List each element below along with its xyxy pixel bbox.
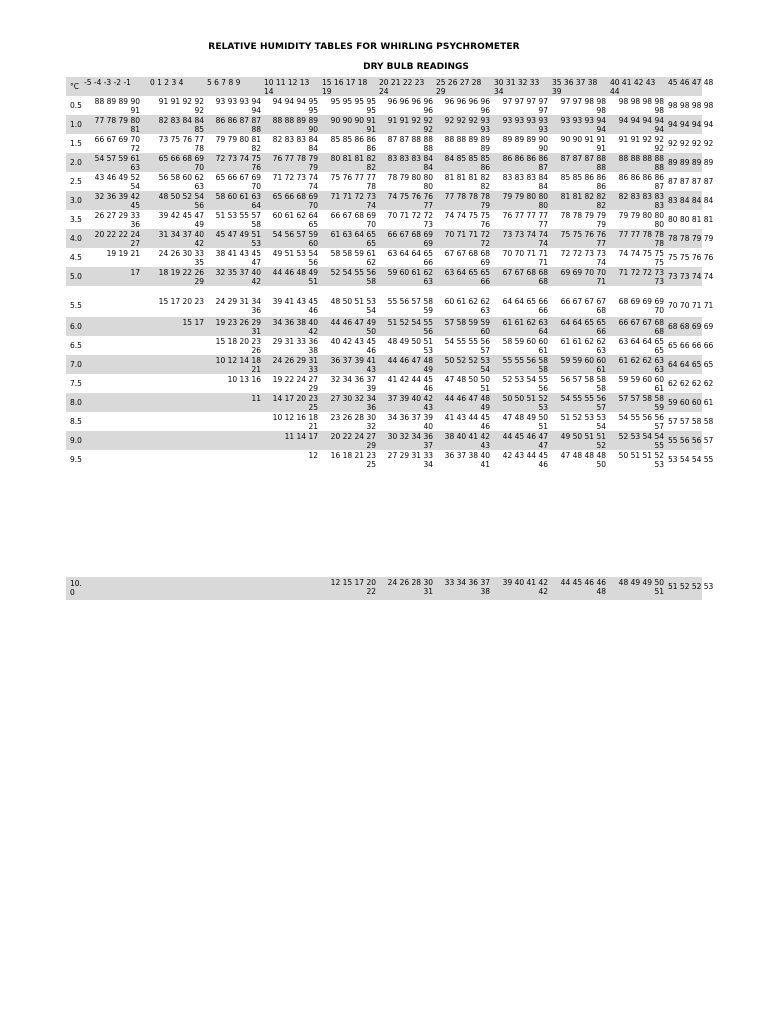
wet-bulb-depression-label: 6.0 (70, 322, 82, 331)
humidity-cell: 87 87 87 87 (668, 177, 714, 186)
humidity-cell: 79 79 80 80 80 (618, 211, 664, 229)
page-subtitle: DRY BULB READINGS (363, 62, 469, 72)
humidity-cell: 10 12 14 18 21 (215, 356, 261, 374)
humidity-cell: 48 50 52 54 56 (158, 192, 204, 210)
humidity-cell: 77 78 79 80 81 (94, 116, 140, 134)
humidity-cell: 78 78 79 79 (668, 234, 714, 243)
humidity-cell: 27 30 32 34 36 (330, 394, 376, 412)
humidity-cell: 79 79 80 80 80 (502, 192, 548, 210)
humidity-cell: 23 26 28 30 32 (330, 413, 376, 431)
humidity-cell: 48 49 50 51 53 (387, 337, 433, 355)
humidity-cell: 93 93 93 94 94 (560, 116, 606, 134)
humidity-cell: 19 19 21 (106, 249, 140, 258)
wet-bulb-depression-label: 7.0 (70, 360, 82, 369)
table-row (66, 134, 714, 153)
wet-bulb-depression-label: 6.5 (70, 341, 82, 350)
header-temp-group: 35 36 37 38 39 (552, 78, 598, 96)
humidity-cell: 93 93 93 94 94 (215, 97, 261, 115)
humidity-cell: 36 37 39 41 43 (330, 356, 376, 374)
header-temp-group: 15 16 17 18 19 (322, 78, 368, 96)
wet-bulb-depression-label: 10.0 (70, 579, 82, 597)
humidity-cell: 52 53 54 54 55 (618, 432, 664, 450)
humidity-cell: 83 84 84 84 (668, 196, 714, 205)
humidity-cell: 44 46 48 49 51 (272, 268, 318, 286)
humidity-cell: 54 57 59 61 63 (94, 154, 140, 172)
humidity-cell: 74 74 75 75 76 (444, 211, 490, 229)
humidity-cell: 86 86 87 87 88 (215, 116, 261, 134)
humidity-cell: 66 67 68 69 70 (330, 211, 376, 229)
humidity-cell: 60 61 62 62 63 (444, 297, 490, 315)
humidity-cell: 59 60 60 61 (668, 398, 714, 407)
humidity-cell: 39 41 43 45 46 (272, 297, 318, 315)
humidity-cell: 34 36 37 39 40 (387, 413, 433, 431)
header-temp-group: -5 -4 -3 -2 -1 (84, 78, 131, 87)
humidity-cell: 77 78 78 78 79 (444, 192, 490, 210)
wet-bulb-depression-label: 0.5 (70, 101, 82, 110)
table-row (66, 577, 714, 600)
humidity-cell: 75 75 76 76 (668, 253, 714, 262)
table-row (66, 172, 714, 191)
humidity-cell: 54 56 57 59 60 (272, 230, 318, 248)
humidity-cell: 95 95 95 95 95 (330, 97, 376, 115)
wet-bulb-depression-label: 9.0 (70, 436, 82, 445)
wet-bulb-depression-label: 8.5 (70, 417, 82, 426)
humidity-cell: 86 86 86 86 87 (502, 154, 548, 172)
humidity-cell: 80 80 81 81 (668, 215, 714, 224)
header-temp-group: 40 41 42 43 44 (610, 78, 656, 96)
humidity-cell: 31 34 37 40 42 (158, 230, 204, 248)
humidity-cell: 98 98 98 98 (668, 101, 714, 110)
humidity-cell: 63 64 64 65 65 (618, 337, 664, 355)
humidity-cell: 48 49 49 50 51 (618, 578, 664, 596)
wet-bulb-depression-label: 4.5 (70, 253, 82, 262)
humidity-cell: 17 (130, 268, 140, 277)
humidity-cell: 87 87 88 88 88 (387, 135, 433, 153)
table-row (66, 431, 714, 450)
humidity-cell: 16 18 21 23 25 (330, 451, 376, 469)
wet-bulb-depression-label: 4.0 (70, 234, 82, 243)
humidity-cell: 64 64 65 65 66 (560, 318, 606, 336)
humidity-cell: 82 83 84 84 85 (158, 116, 204, 134)
humidity-cell: 53 54 54 55 (668, 455, 714, 464)
table-row (66, 267, 714, 286)
humidity-cell: 83 83 83 84 84 (502, 173, 548, 191)
humidity-cell: 58 60 61 63 64 (215, 192, 261, 210)
wet-bulb-depression-label: 3.0 (70, 196, 82, 205)
humidity-cell: 94 94 94 94 (668, 120, 714, 129)
unit-label: °C (70, 82, 79, 91)
humidity-cell: 61 62 62 63 63 (618, 356, 664, 374)
wet-bulb-depression-label: 5.0 (70, 272, 82, 281)
humidity-cell: 34 36 38 40 42 (272, 318, 318, 336)
humidity-cell: 11 14 17 (284, 432, 318, 441)
humidity-cell: 66 67 69 70 72 (94, 135, 140, 153)
humidity-cell: 63 64 65 65 66 (444, 268, 490, 286)
humidity-cell: 20 22 22 24 27 (94, 230, 140, 248)
header-temp-group: 10 11 12 13 14 (264, 78, 310, 96)
humidity-cell: 77 77 78 78 78 (618, 230, 664, 248)
table-row (66, 229, 714, 248)
humidity-cell: 83 83 83 84 84 (387, 154, 433, 172)
humidity-cell: 10 12 16 18 21 (272, 413, 318, 431)
humidity-cell: 64 64 65 65 (668, 360, 714, 369)
humidity-cell: 73 73 74 74 (668, 272, 714, 281)
page-title: RELATIVE HUMIDITY TABLES FOR WHIRLING PSYCHROMETER (208, 42, 520, 52)
header-row (66, 77, 714, 96)
header-temp-group: 5 6 7 8 9 (207, 78, 241, 87)
humidity-cell: 49 50 51 51 52 (560, 432, 606, 450)
humidity-cell: 51 52 54 55 56 (387, 318, 433, 336)
humidity-cell: 32 36 39 42 45 (94, 192, 140, 210)
humidity-cell: 98 98 98 98 98 (618, 97, 664, 115)
table-row (66, 96, 714, 115)
humidity-cell: 43 46 49 52 54 (94, 173, 140, 191)
humidity-cell: 81 81 82 82 82 (560, 192, 606, 210)
humidity-cell: 85 85 86 86 86 (560, 173, 606, 191)
humidity-cell: 58 59 60 60 61 (502, 337, 548, 355)
humidity-cell: 56 57 58 58 58 (560, 375, 606, 393)
humidity-cell: 61 61 62 63 64 (502, 318, 548, 336)
humidity-cell: 44 46 47 48 49 (387, 356, 433, 374)
wet-bulb-depression-label: 8.0 (70, 398, 82, 407)
humidity-cell: 29 31 33 36 38 (272, 337, 318, 355)
humidity-cell: 52 54 55 56 58 (330, 268, 376, 286)
humidity-cell: 91 91 92 92 92 (618, 135, 664, 153)
humidity-cell: 24 29 31 34 36 (215, 297, 261, 315)
wet-bulb-depression-label: 9.5 (70, 455, 82, 464)
table-row (66, 317, 714, 336)
humidity-cell: 15 18 20 23 26 (215, 337, 261, 355)
humidity-cell: 87 87 87 88 88 (560, 154, 606, 172)
humidity-cell: 75 76 77 77 78 (330, 173, 376, 191)
humidity-cell: 65 66 68 69 70 (158, 154, 204, 172)
humidity-cell: 44 46 47 48 49 (444, 394, 490, 412)
humidity-cell: 52 53 54 55 56 (502, 375, 548, 393)
humidity-cell: 91 91 92 92 92 (387, 116, 433, 134)
humidity-cell: 57 57 58 58 59 (618, 394, 664, 412)
table-row (66, 296, 714, 315)
humidity-cell: 12 (308, 451, 318, 460)
humidity-cell: 62 62 62 62 (668, 379, 714, 388)
humidity-cell: 88 88 89 89 90 (272, 116, 318, 134)
humidity-cell: 39 42 45 47 49 (158, 211, 204, 229)
humidity-cell: 66 67 67 67 68 (560, 297, 606, 315)
humidity-cell: 58 58 59 61 62 (330, 249, 376, 267)
table-row (66, 374, 714, 393)
humidity-cell: 49 51 53 54 56 (272, 249, 318, 267)
humidity-cell: 14 17 20 23 25 (272, 394, 318, 412)
humidity-cell: 70 71 72 72 73 (387, 211, 433, 229)
humidity-cell: 44 46 47 49 50 (330, 318, 376, 336)
wet-bulb-depression-label: 5.5 (70, 301, 82, 310)
table-row (66, 355, 714, 374)
humidity-cell: 78 79 80 80 80 (387, 173, 433, 191)
humidity-cell: 89 89 89 90 90 (502, 135, 548, 153)
humidity-cell: 71 72 72 73 73 (618, 268, 664, 286)
humidity-cell: 68 69 69 69 70 (618, 297, 664, 315)
humidity-cell: 69 69 70 70 71 (560, 268, 606, 286)
humidity-cell: 97 97 98 98 98 (560, 97, 606, 115)
humidity-cell: 51 52 52 53 (668, 582, 714, 591)
humidity-cell: 19 22 24 27 29 (272, 375, 318, 393)
humidity-cell: 27 29 31 33 34 (387, 451, 433, 469)
humidity-cell: 88 89 89 90 91 (94, 97, 140, 115)
humidity-cell: 40 42 43 45 46 (330, 337, 376, 355)
humidity-cell: 11 (251, 394, 261, 403)
humidity-cell: 59 59 60 60 61 (560, 356, 606, 374)
humidity-cell: 90 90 91 91 91 (560, 135, 606, 153)
humidity-cell: 89 89 89 89 (668, 158, 714, 167)
humidity-cell: 36 37 38 40 41 (444, 451, 490, 469)
humidity-cell: 32 35 37 40 42 (215, 268, 261, 286)
humidity-cell: 71 72 73 74 74 (272, 173, 318, 191)
header-temp-group: 45 46 47 48 (668, 78, 714, 87)
humidity-cell: 54 55 55 56 57 (560, 394, 606, 412)
humidity-cell: 85 85 86 86 86 (330, 135, 376, 153)
humidity-cell: 55 55 56 58 58 (502, 356, 548, 374)
humidity-cell: 70 70 71 71 71 (502, 249, 548, 267)
humidity-cell: 57 58 59 59 60 (444, 318, 490, 336)
header-temp-group: 20 21 22 23 24 (379, 78, 425, 96)
humidity-cell: 94 94 94 95 95 (272, 97, 318, 115)
humidity-cell: 74 74 75 75 75 (618, 249, 664, 267)
humidity-cell: 73 75 76 77 78 (158, 135, 204, 153)
humidity-cell: 59 59 60 60 61 (618, 375, 664, 393)
humidity-cell: 65 66 66 66 (668, 341, 714, 350)
humidity-cell: 72 73 74 75 76 (215, 154, 261, 172)
humidity-cell: 20 22 24 27 29 (330, 432, 376, 450)
humidity-cell: 61 63 64 65 65 (330, 230, 376, 248)
table-row (66, 450, 714, 469)
humidity-cell: 74 75 76 76 77 (387, 192, 433, 210)
humidity-cell: 66 67 67 68 68 (618, 318, 664, 336)
humidity-cell: 47 48 48 48 50 (560, 451, 606, 469)
humidity-cell: 76 77 77 77 77 (502, 211, 548, 229)
humidity-cell: 82 83 83 83 83 (618, 192, 664, 210)
humidity-cell: 55 56 57 58 59 (387, 297, 433, 315)
humidity-cell: 48 50 51 53 54 (330, 297, 376, 315)
humidity-cell: 38 40 41 42 43 (444, 432, 490, 450)
humidity-cell: 70 70 71 71 (668, 301, 714, 310)
humidity-cell: 24 26 29 31 33 (272, 356, 318, 374)
humidity-cell: 47 48 49 50 51 (502, 413, 548, 431)
humidity-cell: 37 39 40 42 43 (387, 394, 433, 412)
humidity-cell: 59 60 61 62 63 (387, 268, 433, 286)
humidity-cell: 51 53 55 57 58 (215, 211, 261, 229)
humidity-cell: 72 72 73 73 74 (560, 249, 606, 267)
humidity-cell: 96 96 96 96 96 (387, 97, 433, 115)
humidity-cell: 38 41 43 45 47 (215, 249, 261, 267)
humidity-cell: 71 71 72 73 74 (330, 192, 376, 210)
humidity-cell: 80 81 81 82 82 (330, 154, 376, 172)
humidity-cell: 15 17 20 23 (158, 297, 204, 306)
humidity-cell: 18 19 22 26 29 (158, 268, 204, 286)
humidity-cell: 76 77 78 79 79 (272, 154, 318, 172)
header-temp-group: 25 26 27 28 29 (436, 78, 482, 96)
humidity-cell: 45 47 49 51 53 (215, 230, 261, 248)
humidity-cell: 70 71 71 72 72 (444, 230, 490, 248)
humidity-cell: 10 13 16 (227, 375, 261, 384)
humidity-cell: 91 91 92 92 92 (158, 97, 204, 115)
table-row (66, 412, 714, 431)
header-temp-group: 0 1 2 3 4 (150, 78, 184, 87)
humidity-cell: 32 34 36 37 39 (330, 375, 376, 393)
humidity-cell: 56 58 60 62 63 (158, 173, 204, 191)
humidity-cell: 92 92 92 93 93 (444, 116, 490, 134)
table-row (66, 393, 714, 412)
humidity-cell: 78 78 79 79 79 (560, 211, 606, 229)
wet-bulb-depression-label: 7.5 (70, 379, 82, 388)
humidity-cell: 86 86 86 86 87 (618, 173, 664, 191)
table-row (66, 248, 714, 267)
humidity-cell: 92 92 92 92 (668, 139, 714, 148)
humidity-cell: 81 81 81 82 82 (444, 173, 490, 191)
humidity-cell: 65 66 67 69 70 (215, 173, 261, 191)
humidity-cell: 64 64 65 66 66 (502, 297, 548, 315)
humidity-cell: 47 48 50 50 51 (444, 375, 490, 393)
humidity-cell: 44 45 46 46 48 (560, 578, 606, 596)
humidity-cell: 50 50 51 52 53 (502, 394, 548, 412)
humidity-cell: 44 45 46 47 47 (502, 432, 548, 450)
humidity-cell: 67 67 68 68 68 (502, 268, 548, 286)
humidity-cell: 50 51 51 52 53 (618, 451, 664, 469)
humidity-cell: 88 88 88 88 88 (618, 154, 664, 172)
humidity-cell: 39 40 41 42 42 (502, 578, 548, 596)
humidity-cell: 65 66 68 69 70 (272, 192, 318, 210)
humidity-cell: 63 64 64 65 66 (387, 249, 433, 267)
wet-bulb-depression-label: 2.5 (70, 177, 82, 186)
humidity-cell: 73 73 74 74 74 (502, 230, 548, 248)
humidity-cell: 19 23 26 29 31 (215, 318, 261, 336)
humidity-cell: 51 52 53 53 54 (560, 413, 606, 431)
humidity-cell: 41 43 44 45 46 (444, 413, 490, 431)
humidity-cell: 60 61 62 64 65 (272, 211, 318, 229)
table-row (66, 115, 714, 134)
humidity-cell: 96 96 96 96 96 (444, 97, 490, 115)
wet-bulb-depression-label: 3.5 (70, 215, 82, 224)
humidity-cell: 88 88 89 89 89 (444, 135, 490, 153)
humidity-cell: 24 26 30 33 35 (158, 249, 204, 267)
table-row (66, 336, 714, 355)
humidity-cell: 30 32 34 36 37 (387, 432, 433, 450)
table-row (66, 210, 714, 229)
humidity-cell: 67 67 68 68 69 (444, 249, 490, 267)
header-temp-group: 30 31 32 33 34 (494, 78, 540, 96)
wet-bulb-depression-label: 1.0 (70, 120, 82, 129)
humidity-cell: 93 93 93 93 93 (502, 116, 548, 134)
humidity-cell: 26 27 29 33 36 (94, 211, 140, 229)
table-row (66, 191, 714, 210)
humidity-cell: 33 34 36 37 38 (444, 578, 490, 596)
wet-bulb-depression-label: 1.5 (70, 139, 82, 148)
humidity-cell: 90 90 90 91 91 (330, 116, 376, 134)
humidity-cell: 66 67 68 69 69 (387, 230, 433, 248)
humidity-cell: 15 17 (182, 318, 204, 327)
humidity-cell: 97 97 97 97 97 (502, 97, 548, 115)
humidity-cell: 50 52 52 53 54 (444, 356, 490, 374)
humidity-cell: 55 56 56 57 (668, 436, 714, 445)
humidity-cell: 54 55 56 56 57 (618, 413, 664, 431)
humidity-cell: 42 43 44 45 46 (502, 451, 548, 469)
humidity-cell: 82 83 83 84 84 (272, 135, 318, 153)
humidity-cell: 41 42 44 45 46 (387, 375, 433, 393)
humidity-cell: 57 57 58 58 (668, 417, 714, 426)
humidity-cell: 68 68 69 69 (668, 322, 714, 331)
humidity-cell: 12 15 17 20 22 (330, 578, 376, 596)
humidity-cell: 84 85 85 85 86 (444, 154, 490, 172)
wet-bulb-depression-label: 2.0 (70, 158, 82, 167)
humidity-cell: 24 26 28 30 31 (387, 578, 433, 596)
table-row (66, 153, 714, 172)
humidity-cell: 79 79 80 81 82 (215, 135, 261, 153)
humidity-cell: 94 94 94 94 94 (618, 116, 664, 134)
humidity-cell: 54 55 55 56 57 (444, 337, 490, 355)
humidity-cell: 75 75 76 76 77 (560, 230, 606, 248)
humidity-cell: 61 61 62 62 63 (560, 337, 606, 355)
